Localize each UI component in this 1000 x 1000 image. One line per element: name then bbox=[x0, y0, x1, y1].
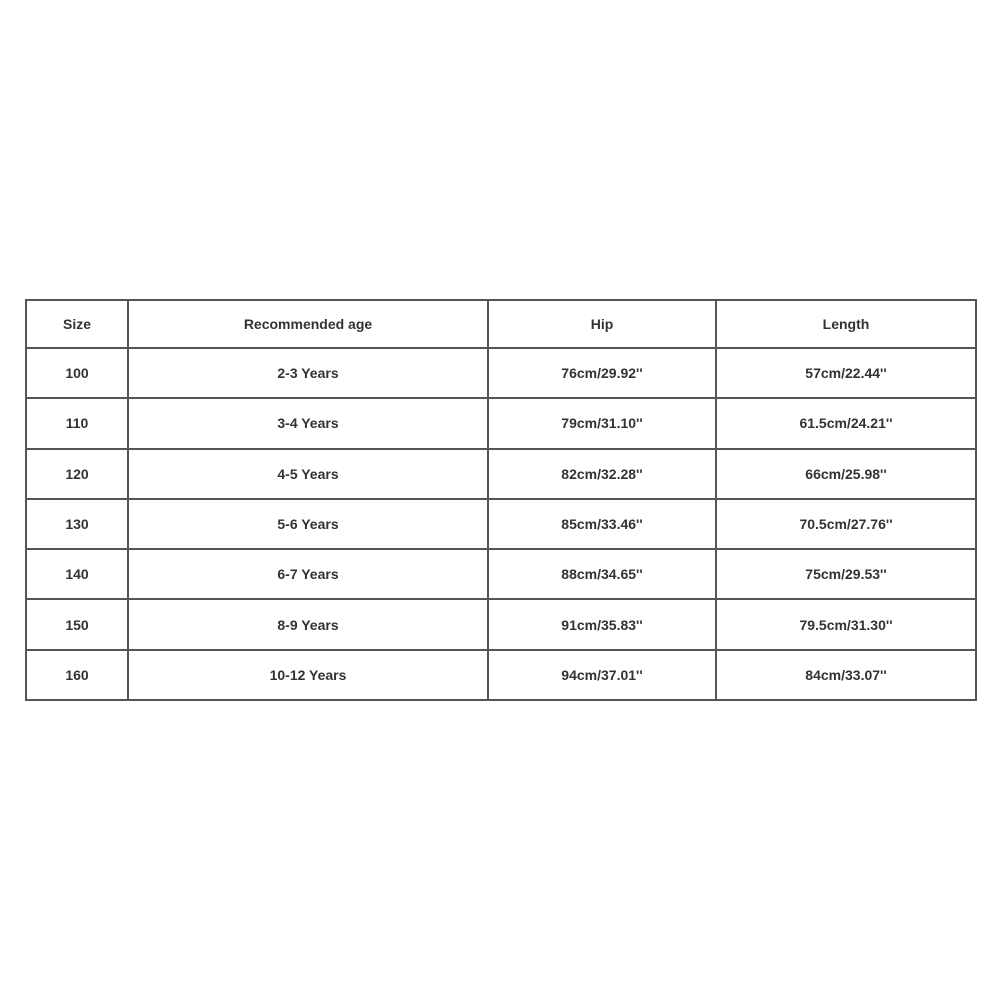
cell-size: 120 bbox=[26, 449, 128, 499]
header-length: Length bbox=[716, 300, 976, 348]
cell-hip: 94cm/37.01'' bbox=[488, 650, 716, 700]
cell-length: 57cm/22.44'' bbox=[716, 348, 976, 398]
cell-size: 130 bbox=[26, 499, 128, 549]
header-recommended-age: Recommended age bbox=[128, 300, 488, 348]
cell-age: 2-3 Years bbox=[128, 348, 488, 398]
cell-length: 84cm/33.07'' bbox=[716, 650, 976, 700]
cell-size: 110 bbox=[26, 398, 128, 448]
cell-size: 140 bbox=[26, 549, 128, 599]
cell-hip: 88cm/34.65'' bbox=[488, 549, 716, 599]
table-row bbox=[26, 348, 976, 398]
cell-age: 8-9 Years bbox=[128, 599, 488, 649]
size-chart-table bbox=[25, 299, 977, 701]
cell-length: 66cm/25.98'' bbox=[716, 449, 976, 499]
cell-hip: 82cm/32.28'' bbox=[488, 449, 716, 499]
cell-length: 79.5cm/31.30'' bbox=[716, 599, 976, 649]
cell-size: 100 bbox=[26, 348, 128, 398]
table-row bbox=[26, 599, 976, 649]
cell-age: 3-4 Years bbox=[128, 398, 488, 448]
table-row bbox=[26, 549, 976, 599]
cell-hip: 91cm/35.83'' bbox=[488, 599, 716, 649]
header-hip: Hip bbox=[488, 300, 716, 348]
cell-length: 75cm/29.53'' bbox=[716, 549, 976, 599]
cell-length: 70.5cm/27.76'' bbox=[716, 499, 976, 549]
table-header-row bbox=[26, 300, 976, 348]
table-row bbox=[26, 650, 976, 700]
table-row bbox=[26, 449, 976, 499]
cell-age: 5-6 Years bbox=[128, 499, 488, 549]
cell-age: 4-5 Years bbox=[128, 449, 488, 499]
cell-hip: 79cm/31.10'' bbox=[488, 398, 716, 448]
cell-hip: 85cm/33.46'' bbox=[488, 499, 716, 549]
cell-length: 61.5cm/24.21'' bbox=[716, 398, 976, 448]
cell-hip: 76cm/29.92'' bbox=[488, 348, 716, 398]
cell-size: 150 bbox=[26, 599, 128, 649]
cell-age: 10-12 Years bbox=[128, 650, 488, 700]
table-row bbox=[26, 398, 976, 448]
header-size: Size bbox=[26, 300, 128, 348]
cell-size: 160 bbox=[26, 650, 128, 700]
cell-age: 6-7 Years bbox=[128, 549, 488, 599]
table-row bbox=[26, 499, 976, 549]
